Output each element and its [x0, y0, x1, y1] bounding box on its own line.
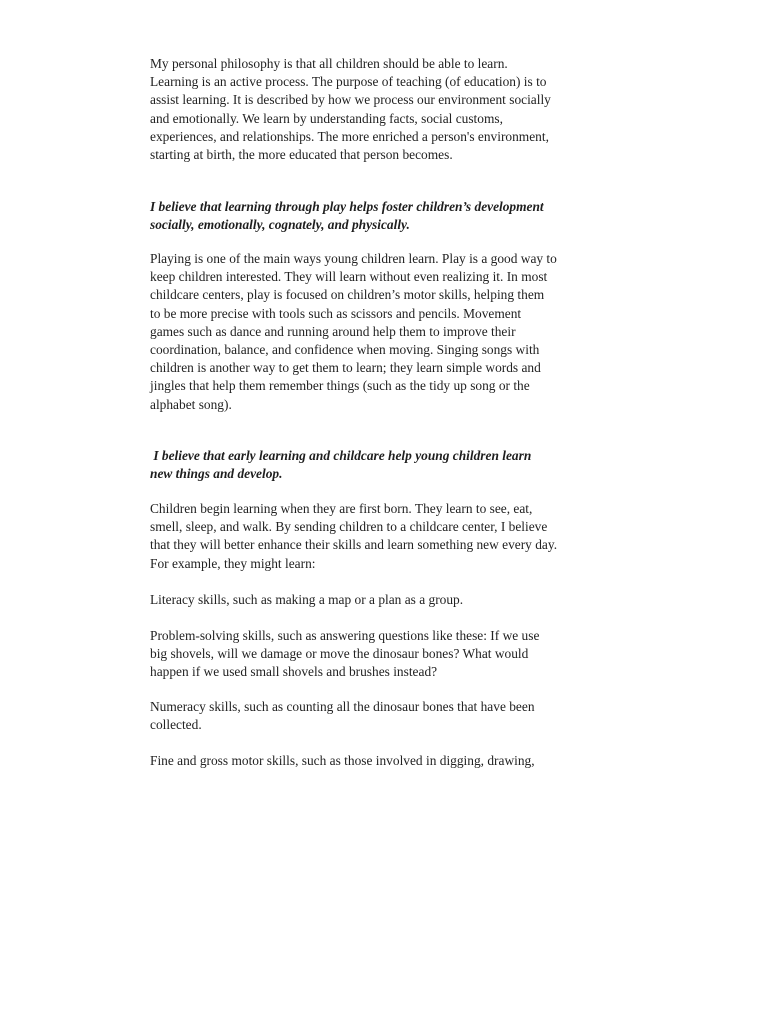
text-line: starting at birth, the more educated that person becomes. [150, 147, 453, 163]
paragraph-motor-skills [150, 752, 620, 770]
text-line: collected. [150, 717, 202, 733]
text-line: Children begin learning when they are first born. They learn to see, eat, [150, 501, 533, 516]
text-line: games such as dance and running around help them to improve their [150, 323, 516, 339]
text-line: alphabet song). [150, 396, 232, 412]
paragraph-childcare [150, 500, 620, 573]
text-line: jingles that help them remember things (such as the tidy up song or the [150, 378, 530, 394]
text-line: to be more precise with tools such as scissors and pencils. Movement [150, 305, 522, 321]
text-line: My personal philosophy is that all children should be able to learn. [150, 56, 508, 71]
heading-learning-through-play [150, 198, 620, 234]
text-line: happen if we used small shovels and brushes instead? [150, 664, 438, 680]
text-line: experiences, and relationships. The more enriched a person's environment, [150, 128, 549, 144]
text-line: Fine and gross motor skills, such as those involved in digging, drawing, [150, 753, 535, 768]
text-line: Learning is an active process. The purpose of teaching (of education) is to [150, 74, 547, 90]
paragraph-numeracy [150, 698, 620, 734]
heading-early-learning [150, 447, 620, 483]
paragraph-play [150, 250, 620, 414]
text-line: children is another way to get them to learn; they learn simple words and [150, 360, 541, 376]
text-line: Literacy skills, such as making a map or a plan as a group. [150, 592, 464, 607]
text-line: Problem-solving skills, such as answering questions like these: If we use [150, 628, 540, 643]
paragraph-literacy [150, 591, 620, 609]
text-line: Numeracy skills, such as counting all the dinosaur bones that have been [150, 699, 535, 714]
paragraph-problem-solving [150, 627, 620, 682]
paragraph-philosophy [150, 55, 620, 164]
heading-line: new things and develop. [150, 466, 283, 482]
text-line: keep children interested. They will learn without even realizing it. In most [150, 269, 548, 285]
heading-line: socially, emotionally, cognately, and physically. [150, 217, 410, 233]
text-line: smell, sleep, and walk. By sending children to a childcare center, I believe [150, 519, 548, 535]
text-line: that they will better enhance their skills and learn something new every day. [150, 537, 558, 553]
heading-line: I believe that early learning and childcare help young children learn [150, 448, 532, 463]
text-line: coordination, balance, and confidence when moving. Singing songs with [150, 342, 540, 358]
text-line: childcare centers, play is focused on children’s motor skills, helping them [150, 287, 545, 303]
text-line: assist learning. It is described by how we process our environment socially [150, 92, 551, 108]
text-line: Playing is one of the main ways young children learn. Play is a good way to [150, 251, 557, 266]
text-line: big shovels, will we damage or move the dinosaur bones? What would [150, 646, 529, 662]
heading-line: I believe that learning through play helps foster children’s development [150, 199, 544, 214]
text-line: and emotionally. We learn by understanding facts, social customs, [150, 110, 503, 126]
text-line: For example, they might learn: [150, 555, 316, 571]
